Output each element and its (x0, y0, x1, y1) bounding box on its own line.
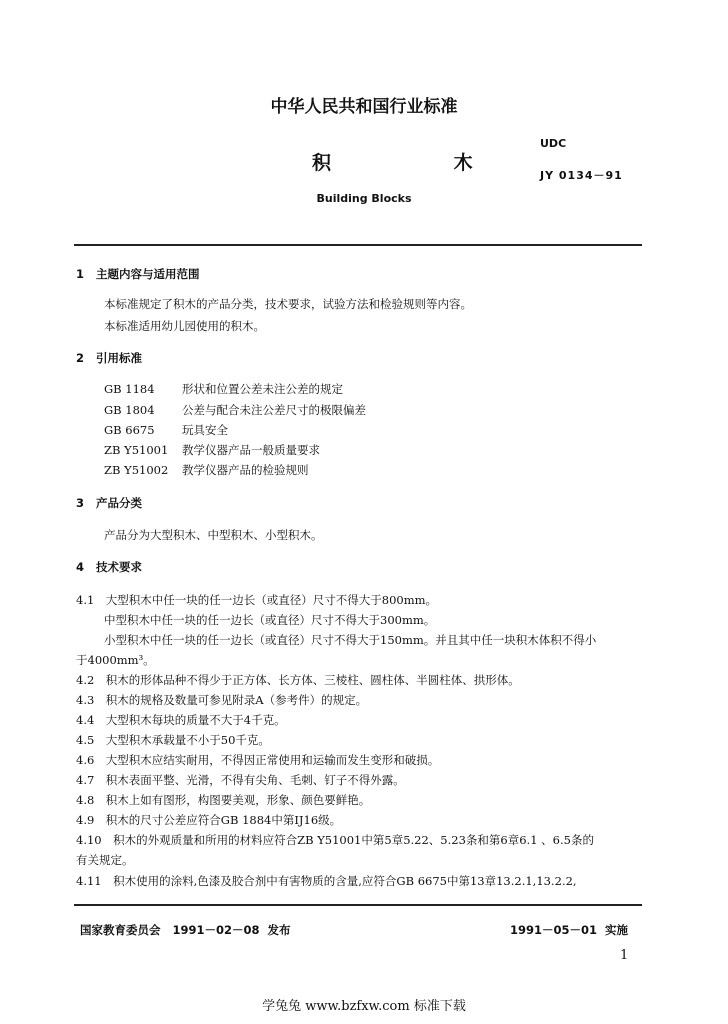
clause-4-8: 4.8 积木上如有图形，构图要美观，形象、颜色要鲜艳。 (76, 793, 371, 807)
reference-title: 公差与配合未注公差尺寸的极限偏差 (182, 403, 366, 417)
paragraph: 本标准适用幼儿园使用的积木。 (104, 319, 265, 333)
site-watermark: 学兔兔 www.bzfxw.com 标准下载 (262, 999, 466, 1014)
clause-4-10: 4.10 积木的外观质量和所用的材料应符合ZB Y51001中第5章5.22、5.23条和第6章6.1 、6.5条的 (76, 833, 594, 847)
clause-4-10-cont: 有关规定。 (76, 853, 134, 867)
clause-4-1: 4.1 大型积木中任一块的任一边长（或直径）尺寸不得大于800mm。 (76, 593, 438, 607)
reference-title: 形状和位置公差未注公差的规定 (182, 382, 343, 396)
reference-code: GB 1184 (104, 382, 155, 396)
reference-code: ZB Y51002 (104, 463, 169, 477)
clause-4-2: 4.2 积木的形体品种不得少于正方体、长方体、三棱柱、圆柱体、半圆柱体、拱形体。 (76, 673, 520, 687)
reference-code: ZB Y51001 (104, 443, 169, 457)
reference-item (104, 422, 228, 438)
header-rule (74, 244, 642, 246)
clause-4-9: 4.9 积木的尺寸公差应符合GB 1884中第IJ16级。 (76, 813, 342, 827)
clause-4-5: 4.5 大型积木承载量不小于50千克。 (76, 733, 270, 747)
clause-4-4: 4.4 大型积木每块的质量不大于4千克。 (76, 713, 286, 727)
reference-item (104, 442, 320, 458)
standard-category: 中华人民共和国行业标准 (270, 97, 458, 117)
issuer: 国家教育委员会 (80, 923, 161, 937)
section-title: 引用标准 (96, 351, 142, 365)
section-title: 技术要求 (96, 560, 142, 574)
section-2-heading (76, 350, 142, 366)
paragraph: 本标准规定了积木的产品分类，技术要求，试验方法和检验规则等内容。 (104, 297, 472, 311)
clause-4-11: 4.11 积木使用的涂料,色漆及胶合剂中有害物质的含量,应符合GB 6675中第13章13.2.1,13.2.2, (76, 874, 577, 888)
section-title: 产品分类 (96, 496, 142, 510)
reference-title: 教学仪器产品一般质量要求 (182, 443, 320, 457)
section-title: 主题内容与适用范围 (96, 267, 200, 281)
clause-4-7: 4.7 积木表面平整、光滑，不得有尖角、毛刺、钉子不得外露。 (76, 773, 405, 787)
clause-4-1-cont: 中型积木中任一块的任一边长（或直径）尺寸不得大于300mm。 (104, 613, 436, 627)
section-number: 2 (76, 351, 85, 365)
standard-title-zh: 积 木 (312, 152, 531, 174)
section-1-heading (76, 266, 200, 282)
section-4-heading (76, 559, 142, 575)
clause-4-6: 4.6 大型积木应结实耐用，不得因正常使用和运输而发生变形和破损。 (76, 753, 440, 767)
issue-date: 1991－02－08 (172, 923, 260, 937)
reference-code: GB 6675 (104, 423, 155, 437)
reference-title: 玩具安全 (182, 423, 228, 437)
reference-item (104, 462, 309, 478)
clause-4-1-cont: 小型积木中任一块的任一边长（或直径）尺寸不得大于150mm。并且其中任一块积木体积不得小 (104, 633, 597, 647)
clause-4-1-cont: 于4000mm³。 (76, 653, 155, 667)
section-number: 1 (76, 267, 85, 281)
section-number: 4 (76, 560, 85, 574)
standard-code: JY 0134－91 (540, 169, 623, 182)
issue-label: 发布 (267, 923, 291, 937)
implementation-label: 实施 (605, 923, 629, 937)
issue-info (80, 922, 291, 938)
paragraph: 产品分为大型积木、中型积木、小型积木。 (104, 528, 323, 542)
implementation-info (510, 922, 628, 938)
standard-title-en: Building Blocks (316, 192, 412, 205)
implementation-date: 1991－05－01 (510, 923, 598, 937)
reference-title: 教学仪器产品的检验规则 (182, 463, 309, 477)
reference-item (104, 381, 343, 397)
reference-item (104, 402, 366, 418)
clause-4-3: 4.3 积木的规格及数量可参见附录A（参考件）的规定。 (76, 693, 368, 707)
section-number: 3 (76, 496, 85, 510)
reference-code: GB 1804 (104, 403, 155, 417)
footer-rule (74, 904, 642, 906)
page-number: 1 (620, 948, 629, 963)
section-3-heading (76, 495, 142, 511)
udc-label: UDC (540, 137, 567, 150)
